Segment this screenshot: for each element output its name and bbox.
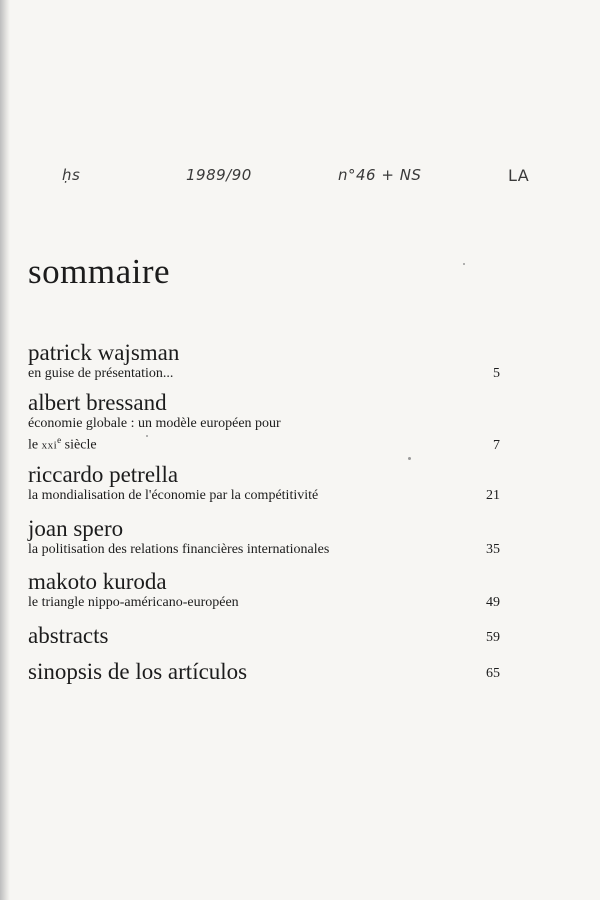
toc-entry-page: 5: [493, 366, 500, 381]
paper-speck: [463, 263, 465, 265]
page-title: sommaire: [28, 252, 171, 291]
toc-entry-author: albert bressand: [28, 390, 167, 415]
toc-entry: [28, 569, 500, 611]
toc-entry-author: patrick wajsman: [28, 340, 180, 365]
toc-entry-author: sinopsis de los artículos: [28, 658, 248, 684]
toc-entry-author: makoto kuroda: [28, 568, 167, 594]
toc-entry: [28, 516, 500, 558]
toc-entry-page: 65: [486, 665, 500, 681]
toc-entry-page: 7: [493, 437, 500, 453]
toc-entry-subtitle: la mondialisation de l'économie par la compétitivité: [28, 487, 319, 503]
subtitle-text: siècle: [61, 437, 97, 453]
handwritten-note: ḥs: [62, 166, 81, 184]
toc-entry-subtitle: le triangle nippo-américano-européen: [28, 594, 239, 610]
toc-entry: [28, 659, 500, 685]
century-suffix: e: [57, 435, 62, 445]
toc-entry-subtitle: économie globale : un modèle européen pour: [28, 416, 281, 431]
toc-entry-page: 59: [486, 629, 500, 645]
handwritten-note: n°46 + NS: [338, 166, 422, 184]
toc-entry: [28, 340, 500, 382]
toc-entry: [28, 462, 500, 504]
paper-speck: [146, 435, 148, 437]
page-edge-shadow: [0, 0, 10, 900]
toc-entry-subtitle: en guise de présentation...: [28, 366, 174, 381]
toc-entry-author: joan spero: [28, 515, 124, 541]
toc-entry-subtitle: la politisation des relations financières internationales: [28, 541, 330, 557]
toc-entry: [28, 390, 500, 454]
century-numeral: xxi: [41, 439, 58, 452]
toc-entry-page: 21: [486, 487, 500, 503]
subtitle-text: le: [28, 437, 42, 453]
toc-entry-subtitle-line2: [28, 432, 448, 454]
handwritten-note: LA: [508, 166, 530, 185]
toc-entry-author: abstracts: [28, 622, 109, 648]
toc-entry-page: 35: [486, 541, 500, 557]
table-of-contents: [28, 340, 500, 685]
toc-entry-author: riccardo petrella: [28, 461, 179, 487]
handwritten-note: 1989/90: [186, 166, 252, 184]
toc-entry: [28, 623, 500, 649]
paper-speck: [408, 457, 411, 460]
toc-entry-page: 49: [486, 594, 500, 610]
